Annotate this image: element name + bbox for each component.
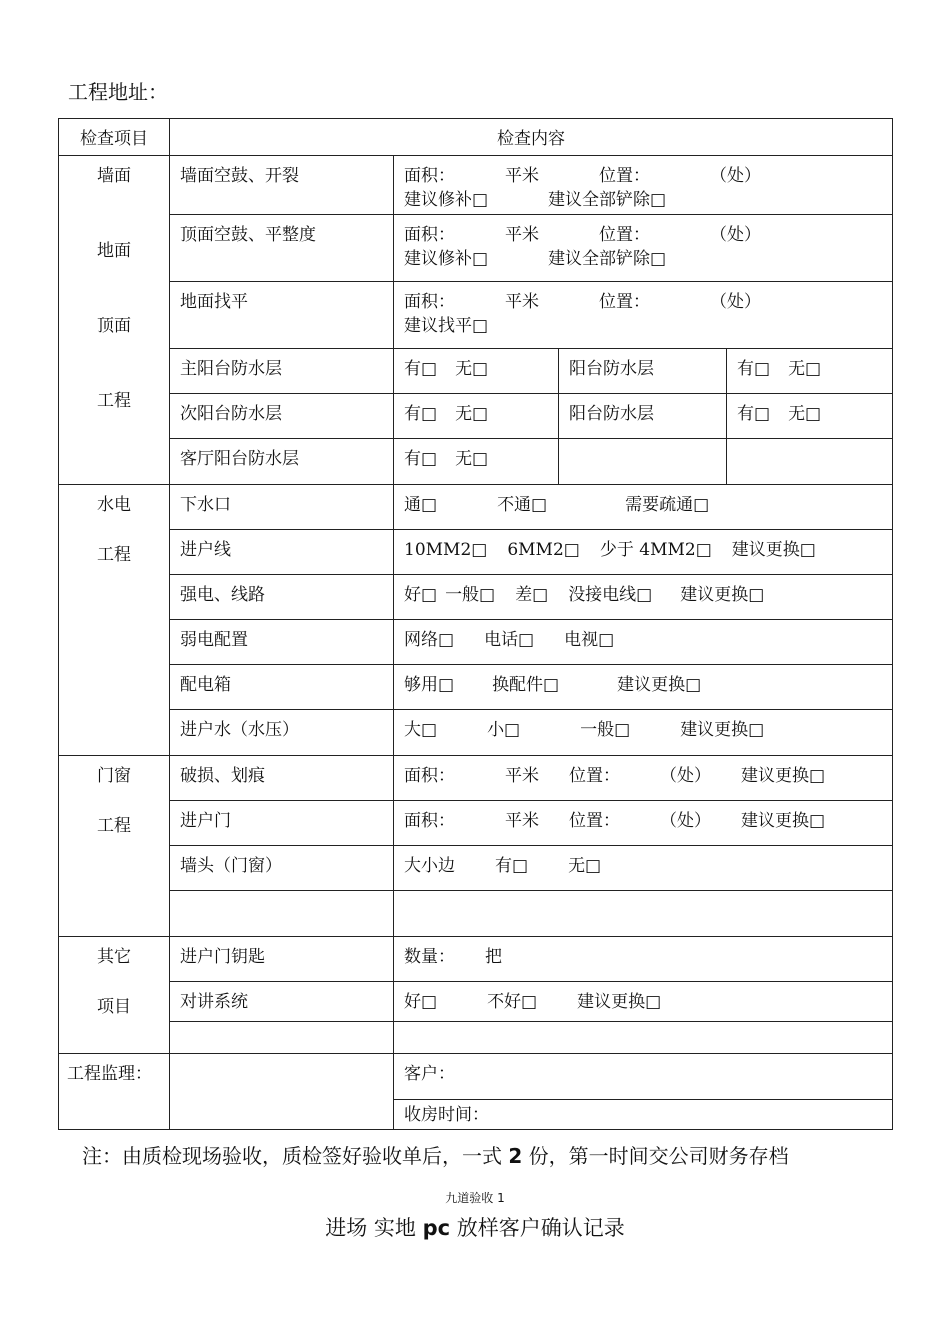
edge-size-label: 大小边 — [404, 856, 455, 876]
section-label: 门窗 — [97, 766, 131, 786]
section-label: 工程 — [97, 816, 131, 836]
handover-time-field[interactable]: 收房时间： — [394, 1100, 893, 1130]
option-yes[interactable]: 有□ — [737, 404, 771, 424]
row-label: 顶面空鼓、平整度 — [170, 215, 394, 282]
row-label: 进户门 — [170, 801, 394, 846]
subtitle-pc: pc — [422, 1216, 451, 1240]
row-label: 地面找平 — [170, 282, 394, 349]
table-row — [59, 982, 893, 1022]
row-label: 次阳台防水层 — [170, 394, 394, 439]
section-label: 顶面 — [97, 316, 131, 336]
option-good[interactable]: 好□ — [404, 992, 438, 1012]
option-yes[interactable]: 有□ — [404, 449, 438, 469]
row-options — [394, 575, 893, 620]
option-no[interactable]: 无□ — [788, 404, 822, 424]
option-poor[interactable]: 差□ — [515, 585, 549, 605]
section-label: 地面 — [97, 241, 131, 261]
option-replace[interactable]: 建议更换□ — [741, 766, 826, 786]
option-no[interactable]: 无□ — [455, 359, 489, 379]
row-label: 墙头（门窗） — [170, 846, 394, 891]
table-row — [59, 349, 893, 394]
table-row — [59, 1054, 893, 1100]
option-no[interactable]: 无□ — [455, 404, 489, 424]
sqm-unit: 平米 — [505, 166, 539, 186]
table-row — [59, 937, 893, 982]
row-options — [394, 485, 893, 530]
area-label: 面积： — [404, 766, 455, 786]
section-label: 墙面 — [97, 166, 131, 186]
section-label: 工程 — [97, 391, 131, 411]
row-options — [394, 846, 893, 891]
sqm-unit: 平米 — [505, 811, 539, 831]
row-label: 进户水（水压） — [170, 710, 394, 756]
section-label: 工程 — [97, 545, 131, 565]
table-row — [59, 756, 893, 801]
row-label: 破损、划痕 — [170, 756, 394, 801]
option-replace[interactable]: 建议更换□ — [680, 720, 765, 740]
empty-cell — [559, 439, 727, 485]
note-text-after: 份，第一时间交公司财务存档 — [528, 1144, 789, 1168]
note-copy-count: 2 — [508, 1144, 523, 1168]
table-row — [59, 282, 893, 349]
row-label: 弱电配置 — [170, 620, 394, 665]
subtitle-part2: 放样客户确认记录 — [456, 1216, 625, 1240]
col-header-content: 检查内容 — [170, 119, 893, 156]
option-no[interactable]: 无□ — [568, 856, 602, 876]
note-text-before: 注：由质检现场验收，质检签好验收单后，一式 — [82, 1144, 502, 1168]
section-doors-windows — [59, 756, 170, 937]
option-tv[interactable]: 电视□ — [564, 630, 615, 650]
row-options — [394, 937, 893, 982]
row-label: 进户门钥匙 — [170, 937, 394, 982]
option-repair[interactable]: 建议修补□ — [404, 190, 489, 210]
area-label: 面积： — [404, 811, 455, 831]
table-row — [59, 891, 893, 937]
table-row — [59, 801, 893, 846]
row-label-secondary: 阳台防水层 — [559, 394, 727, 439]
option-good[interactable]: 好□ — [404, 585, 438, 605]
row-options — [394, 394, 559, 439]
table-row — [59, 846, 893, 891]
table-row — [59, 394, 893, 439]
sqm-unit: 平米 — [505, 225, 539, 245]
area-label: 面积： — [404, 292, 455, 312]
quantity-label: 数量： — [404, 947, 455, 967]
row-label: 下水口 — [170, 485, 394, 530]
empty-cell — [727, 439, 893, 485]
option-yes[interactable]: 有□ — [404, 404, 438, 424]
footer-note — [82, 1140, 789, 1169]
row-options — [394, 349, 559, 394]
option-normal[interactable]: 一般□ — [580, 720, 631, 740]
section-label: 其它 — [97, 947, 131, 967]
row-label-secondary: 阳台防水层 — [559, 349, 727, 394]
option-no[interactable]: 无□ — [455, 449, 489, 469]
empty-cell — [394, 891, 893, 937]
option-no[interactable]: 无□ — [788, 359, 822, 379]
row-label: 主阳台防水层 — [170, 349, 394, 394]
row-label: 客厅阳台防水层 — [170, 439, 394, 485]
count-unit: （处） — [710, 166, 761, 186]
table-row — [59, 156, 893, 215]
row-options — [727, 394, 893, 439]
row-options — [394, 665, 893, 710]
option-6mm2[interactable]: 6MM2□ — [507, 540, 580, 560]
option-replace[interactable]: 建议更换□ — [577, 992, 662, 1012]
next-section-title — [0, 1212, 950, 1242]
row-options — [394, 530, 893, 575]
row-label: 进户线 — [170, 530, 394, 575]
option-replace[interactable]: 建议更换□ — [731, 540, 816, 560]
section-plumbing-electrical — [59, 485, 170, 756]
row-label: 配电箱 — [170, 665, 394, 710]
area-label: 面积： — [404, 225, 455, 245]
count-unit: （处） — [660, 811, 711, 831]
section-other-items — [59, 937, 170, 1054]
row-options — [394, 620, 893, 665]
location-label: 位置： — [599, 292, 650, 312]
row-content — [394, 156, 893, 215]
empty-cell — [394, 1022, 893, 1054]
supervisor-signature-field[interactable] — [170, 1054, 394, 1130]
option-yes[interactable]: 有□ — [737, 359, 771, 379]
option-high[interactable]: 大□ — [404, 720, 438, 740]
row-options — [394, 801, 893, 846]
option-network[interactable]: 网络□ — [404, 630, 455, 650]
option-replace[interactable]: 建议更换□ — [617, 675, 702, 695]
option-not-good[interactable]: 不好□ — [487, 992, 538, 1012]
project-address-label: 工程地址： — [68, 80, 168, 104]
row-options — [394, 756, 893, 801]
section-label: 项目 — [97, 997, 131, 1017]
location-label: 位置： — [599, 225, 650, 245]
empty-cell — [170, 891, 394, 937]
keys-unit: 把 — [485, 947, 502, 967]
location-label: 位置： — [569, 811, 620, 831]
option-low[interactable]: 小□ — [487, 720, 521, 740]
option-no-wire[interactable]: 没接电线□ — [568, 585, 653, 605]
option-average[interactable]: 一般□ — [445, 585, 496, 605]
sqm-unit: 平米 — [505, 292, 539, 312]
supervisor-label: 工程监理： — [59, 1054, 170, 1130]
option-replace[interactable]: 建议更换□ — [680, 585, 765, 605]
customer-field[interactable]: 客户： — [394, 1054, 893, 1100]
option-remove-all[interactable]: 建议全部铲除□ — [548, 249, 667, 269]
row-options — [394, 982, 893, 1022]
row-label: 墙面空鼓、开裂 — [170, 156, 394, 215]
sqm-unit: 平米 — [505, 766, 539, 786]
table-header-row — [59, 119, 893, 156]
option-level[interactable]: 建议找平□ — [404, 316, 489, 336]
option-sufficient[interactable]: 够用□ — [404, 675, 455, 695]
table-row — [59, 620, 893, 665]
option-phone[interactable]: 电话□ — [484, 630, 535, 650]
row-options — [727, 349, 893, 394]
row-label: 对讲系统 — [170, 982, 394, 1022]
option-yes[interactable]: 有□ — [404, 359, 438, 379]
row-options — [394, 439, 559, 485]
option-clear[interactable]: 通□ — [404, 495, 438, 515]
section-label: 水电 — [97, 495, 131, 515]
option-10mm2[interactable]: 10MM2□ — [404, 540, 488, 560]
empty-cell — [170, 1022, 394, 1054]
count-unit: （处） — [660, 766, 711, 786]
option-under-4mm2[interactable]: 少于 4MM2□ — [599, 540, 712, 560]
table-row — [59, 575, 893, 620]
location-label: 位置： — [599, 166, 650, 186]
table-row — [59, 439, 893, 485]
option-repair[interactable]: 建议修补□ — [404, 249, 489, 269]
option-blocked[interactable]: 不通□ — [497, 495, 548, 515]
area-label: 面积： — [404, 166, 455, 186]
table-row — [59, 530, 893, 575]
count-unit: （处） — [710, 225, 761, 245]
table-row — [59, 215, 893, 282]
row-content — [394, 215, 893, 282]
inspection-table — [58, 118, 893, 1130]
section-wall-floor-ceiling — [59, 156, 170, 485]
table-row — [59, 485, 893, 530]
option-replace[interactable]: 建议更换□ — [741, 811, 826, 831]
option-needs-unclog[interactable]: 需要疏通□ — [625, 495, 710, 515]
table-row — [59, 1022, 893, 1054]
row-content — [394, 282, 893, 349]
option-remove-all[interactable]: 建议全部铲除□ — [548, 190, 667, 210]
table-row — [59, 710, 893, 756]
subtitle-part1: 进场 实地 — [325, 1216, 416, 1240]
row-label: 强电、线路 — [170, 575, 394, 620]
option-yes[interactable]: 有□ — [495, 856, 529, 876]
page-label: 九道验收 1 — [445, 1191, 505, 1205]
location-label: 位置： — [569, 766, 620, 786]
table-row — [59, 665, 893, 710]
row-options — [394, 710, 893, 756]
col-header-item: 检查项目 — [59, 119, 170, 156]
count-unit: （处） — [710, 292, 761, 312]
option-replace-parts[interactable]: 换配件□ — [492, 675, 560, 695]
